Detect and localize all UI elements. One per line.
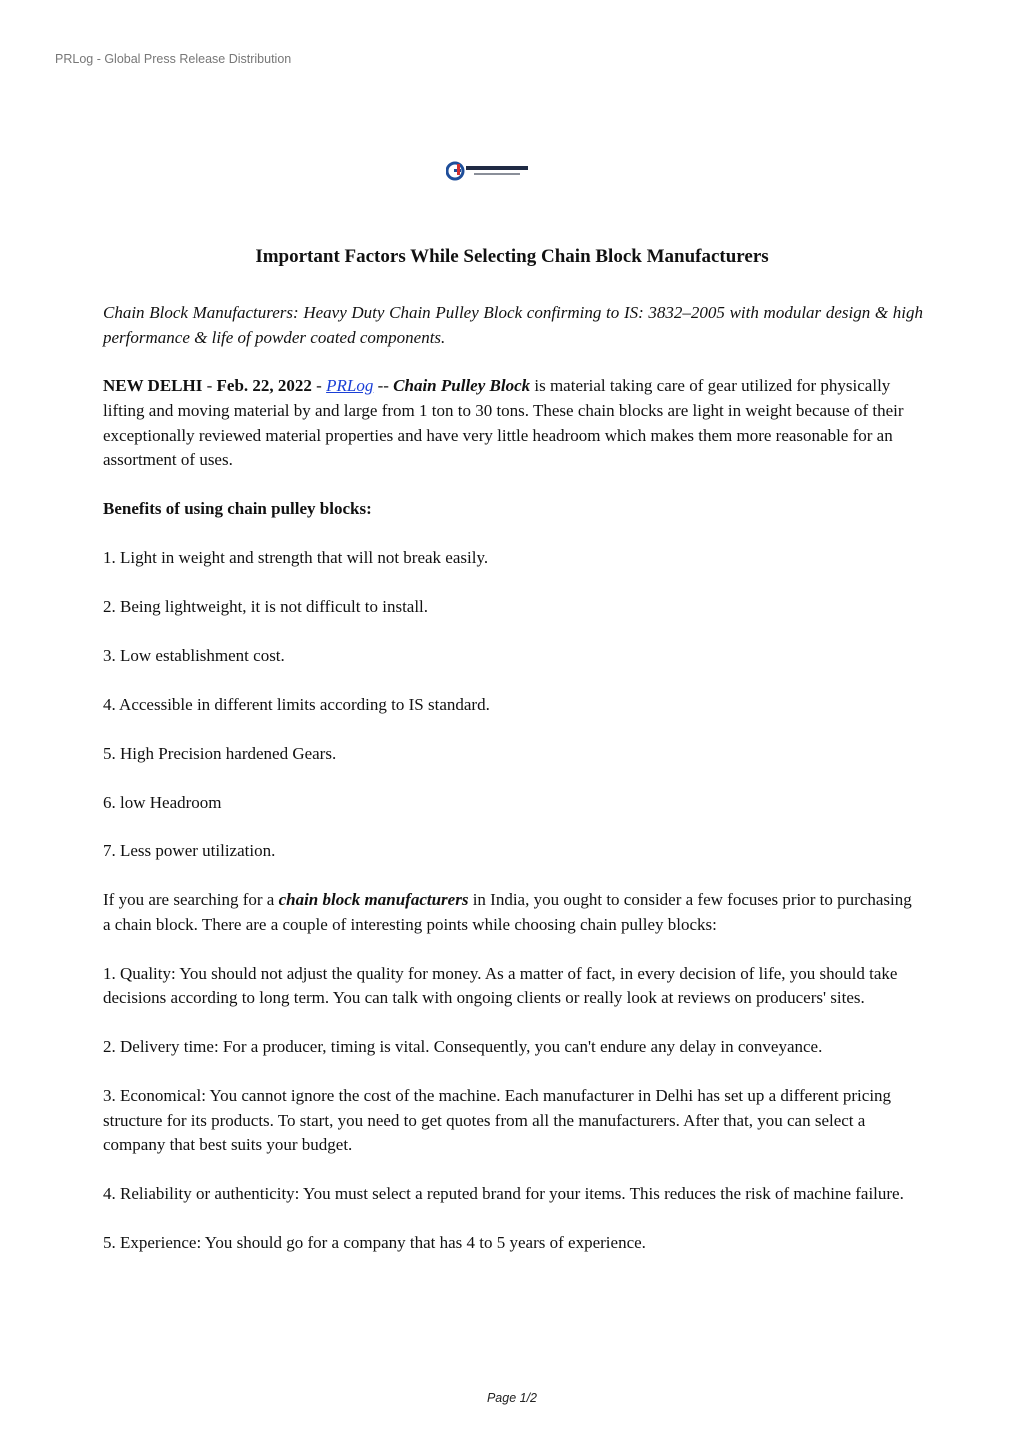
keyword-chain-pulley-block: Chain Pulley Block	[393, 376, 531, 396]
list-item: 3. Low establishment cost.	[103, 645, 285, 665]
list-item: 5. High Precision hardened Gears.	[103, 743, 337, 763]
dateline-date: Feb. 22, 2022	[216, 376, 312, 396]
dateline-text: is material taking care of gear utilized for physically lifting and moving material by and large from 1 ton to 30 tons. These chain blocks are light in weight because of their exceptionally reviewed material properties and have very little headroom which makes them more reasonable for an assortment of uses.	[103, 376, 904, 470]
benefits-list	[103, 546, 923, 864]
list-item: 5. Experience: You should go for a company that has 4 to 5 years of experience.	[103, 1233, 646, 1253]
page-number: Page 1/2	[486, 1391, 538, 1405]
intro-paragraph: If you are searching for a chain block manufacturers in India, you ought to consider a few focuses prior to purchasing a chain block. There are a couple of interesting points while choosing chain pulley blocks:	[103, 890, 912, 934]
dateline-separator: -	[311, 376, 327, 396]
article-summary: Chain Block Manufacturers: Heavy Duty Chain Pulley Block confirming to IS: 3832–2005 with modular design & high performance & life of powder coated components.	[103, 303, 923, 347]
dateline-separator: --	[373, 376, 394, 396]
list-item: 2. Being lightweight, it is not difficult to install.	[103, 596, 429, 616]
list-item: 4. Accessible in different limits according to IS standard.	[103, 694, 490, 714]
company-logo	[446, 160, 530, 182]
list-item: 4. Reliability or authenticity: You must select a reputed brand for your items. This reduces the risk of machine failure.	[103, 1184, 904, 1204]
benefits-heading: Benefits of using chain pulley blocks:	[103, 499, 372, 519]
factors-list	[103, 962, 923, 1256]
list-item: 1. Quality: You should not adjust the quality for money. As a matter of fact, in every decision of life, you should take decisions according to long term. You can talk with ongoing clients or really look at reviews on producers' sites.	[103, 963, 898, 1008]
dateline-location: NEW DELHI	[103, 376, 203, 396]
globe-logo-icon	[446, 160, 530, 182]
prlog-link[interactable]: PRLog	[326, 376, 374, 396]
list-item: 2. Delivery time: For a producer, timing is vital. Consequently, you can't endure any delay in conveyance.	[103, 1037, 823, 1057]
list-item: 7. Less power utilization.	[103, 841, 276, 861]
keyword-chain-block-manufacturers: chain block manufacturers	[278, 890, 469, 910]
page-header: PRLog - Global Press Release Distribution	[55, 52, 292, 66]
list-item: 6. low Headroom	[103, 792, 222, 812]
page-title: Important Factors While Selecting Chain Block Manufacturers	[255, 246, 769, 267]
article-body	[103, 301, 923, 1280]
list-item: 3. Economical: You cannot ignore the cost of the machine. Each manufacturer in Delhi has set up a different pricing structure for its products. To start, you need to get quotes from all the manufacturers. After that, you can select a company that best suits your budget.	[103, 1086, 892, 1155]
dateline-separator: -	[202, 376, 217, 396]
dateline-paragraph	[103, 374, 923, 472]
list-item: 1. Light in weight and strength that will not break easily.	[103, 548, 489, 568]
